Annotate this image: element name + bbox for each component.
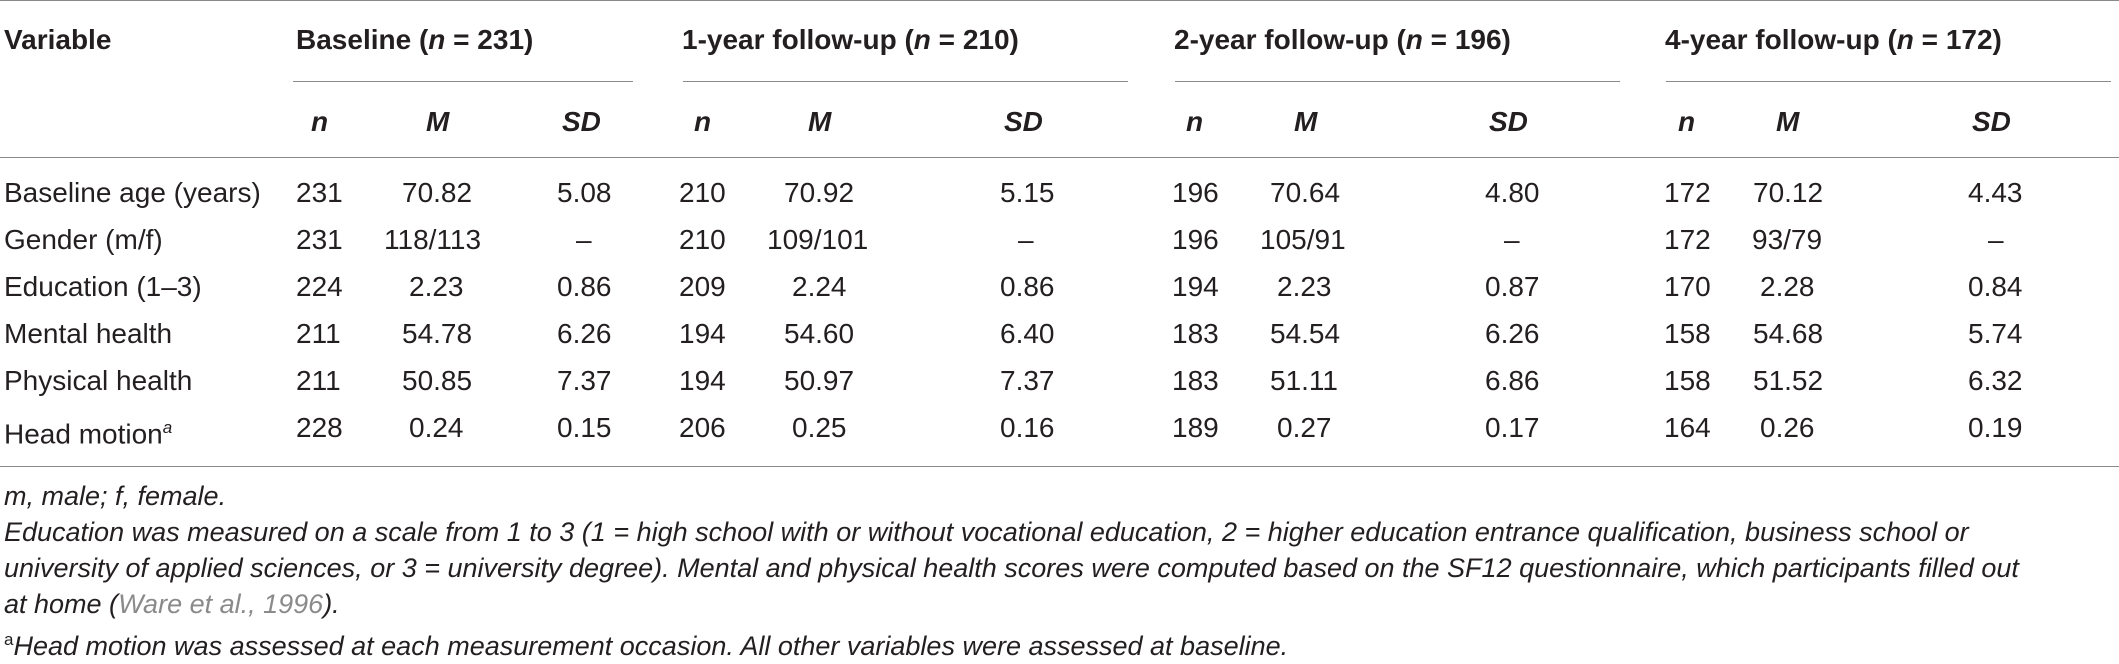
- footnote-abbreviations: m, male; f, female.: [4, 481, 227, 511]
- cell-m-baseline: 0.24: [409, 412, 464, 443]
- cell-m-1yr: 109/101: [767, 224, 869, 255]
- footnote-marker: a: [162, 418, 173, 437]
- header-variable: Variable: [4, 24, 112, 55]
- cell-n-4yr: 164: [1664, 412, 1711, 443]
- cell-m-4yr: 93/79: [1752, 224, 1823, 255]
- cell-sd-1yr: 6.40: [1000, 318, 1055, 349]
- cell-n-baseline: 228: [296, 412, 343, 443]
- cell-sd-2yr: 4.80: [1485, 177, 1540, 208]
- cell-m-1yr: 0.25: [792, 412, 847, 443]
- header-group-2yr: 2-year follow-up (n = 196): [1174, 24, 1511, 55]
- cell-sd-4yr: 0.19: [1968, 412, 2023, 443]
- subheader-sd-1yr: SD: [1004, 106, 1043, 137]
- cell-sd-2yr: –: [1504, 224, 1520, 255]
- cell-sd-4yr: 6.32: [1968, 365, 2023, 396]
- cell-m-1yr: 2.24: [792, 271, 847, 302]
- cell-m-2yr: 2.23: [1277, 271, 1332, 302]
- subheader-n-2yr: n: [1186, 106, 1204, 137]
- cell-m-1yr: 70.92: [784, 177, 855, 208]
- cell-sd-4yr: 5.74: [1968, 318, 2023, 349]
- table-footnotes: [4, 478, 2116, 664]
- cell-sd-1yr: 0.16: [1000, 412, 1055, 443]
- subheader-sd-baseline: SD: [562, 106, 601, 137]
- subheader-m-2yr: M: [1294, 106, 1318, 137]
- cell-n-2yr: 194: [1172, 271, 1219, 302]
- cell-n-baseline: 231: [296, 177, 343, 208]
- cell-n-4yr: 158: [1664, 365, 1711, 396]
- cell-n-1yr: 194: [679, 365, 726, 396]
- cell-sd-2yr: 0.87: [1485, 271, 1540, 302]
- cell-n-1yr: 194: [679, 318, 726, 349]
- footnote-education-line-2: university of applied sciences, or 3 = university degree). Mental and physical health scores were computed based on the SF12 questionnaire, which participants filled out: [4, 553, 2019, 583]
- cell-n-2yr: 183: [1172, 318, 1219, 349]
- cell-sd-1yr: 5.15: [1000, 177, 1055, 208]
- row-label: Physical health: [4, 365, 193, 396]
- footnote-education-line-3: at home (Ware et al., 1996).: [4, 589, 340, 619]
- subheader-m-4yr: M: [1776, 106, 1800, 137]
- cell-m-2yr: 51.11: [1270, 365, 1338, 396]
- cell-m-2yr: 54.54: [1270, 318, 1341, 349]
- subheader-n-1yr: n: [694, 106, 712, 137]
- group-rule-baseline: [293, 81, 633, 82]
- cell-sd-baseline: 7.37: [557, 365, 612, 396]
- cell-sd-2yr: 6.26: [1485, 318, 1540, 349]
- cell-n-baseline: 224: [296, 271, 343, 302]
- cell-n-baseline: 211: [296, 365, 341, 396]
- cell-sd-baseline: 0.15: [557, 412, 612, 443]
- cell-sd-baseline: 6.26: [557, 318, 612, 349]
- top-rule: [0, 0, 2119, 1]
- group-rule-4yr: [1666, 81, 2111, 82]
- cell-n-4yr: 172: [1664, 177, 1711, 208]
- cell-m-baseline: 2.23: [409, 271, 464, 302]
- cell-n-baseline: 211: [296, 318, 341, 349]
- cell-n-1yr: 206: [679, 412, 726, 443]
- footnote-education-line-1: Education was measured on a scale from 1 to 3 (1 = high school with or without vocational education, 2 = higher education entrance qualification, business school or: [4, 517, 1969, 547]
- cell-n-2yr: 183: [1172, 365, 1219, 396]
- cell-n-1yr: 210: [679, 177, 726, 208]
- cell-m-baseline: 118/113: [384, 224, 482, 255]
- cell-m-2yr: 105/91: [1260, 224, 1346, 255]
- cell-n-4yr: 158: [1664, 318, 1711, 349]
- cell-n-4yr: 172: [1664, 224, 1711, 255]
- cell-n-1yr: 210: [679, 224, 726, 255]
- cell-m-1yr: 54.60: [784, 318, 855, 349]
- bottom-rule: [0, 466, 2119, 467]
- subheader-n-baseline: n: [311, 106, 329, 137]
- cell-m-2yr: 0.27: [1277, 412, 1332, 443]
- header-rule: [0, 157, 2119, 158]
- row-label: Gender (m/f): [4, 224, 163, 255]
- row-label: Mental health: [4, 318, 173, 349]
- subheader-m-1yr: M: [808, 106, 832, 137]
- cell-n-2yr: 196: [1172, 177, 1219, 208]
- cell-sd-1yr: –: [1018, 224, 1034, 255]
- cell-m-2yr: 70.64: [1270, 177, 1341, 208]
- cell-n-2yr: 189: [1172, 412, 1219, 443]
- cell-m-baseline: 70.82: [402, 177, 473, 208]
- cell-n-baseline: 231: [296, 224, 343, 255]
- subheader-n-4yr: n: [1678, 106, 1696, 137]
- cell-m-4yr: 54.68: [1753, 318, 1824, 349]
- row-label: Head motion$^a$: [4, 418, 173, 450]
- cell-m-4yr: 0.26: [1760, 412, 1815, 443]
- footnote-head-motion: $^a$Head motion was assessed at each measurement occasion. All other variables were assessed at baseline.: [4, 630, 1289, 661]
- cell-sd-2yr: 6.86: [1485, 365, 1540, 396]
- header-group-1yr: 1-year follow-up (n = 210): [682, 24, 1019, 55]
- cell-m-4yr: 2.28: [1760, 271, 1815, 302]
- group-rule-1yr: [683, 81, 1128, 82]
- subheader-m-baseline: M: [426, 106, 450, 137]
- cell-sd-4yr: 4.43: [1968, 177, 2023, 208]
- cell-m-baseline: 54.78: [402, 318, 473, 349]
- header-group-baseline: Baseline (n = 231): [296, 24, 534, 55]
- footnote-marker: a: [4, 630, 14, 649]
- cell-sd-4yr: –: [1988, 224, 2004, 255]
- cell-sd-baseline: –: [576, 224, 592, 255]
- cell-m-baseline: 50.85: [402, 365, 473, 396]
- group-rule-2yr: [1175, 81, 1620, 82]
- row-label: Education (1–3): [4, 271, 202, 302]
- cell-n-1yr: 209: [679, 271, 726, 302]
- cell-m-4yr: 70.12: [1753, 177, 1824, 208]
- cell-m-1yr: 50.97: [784, 365, 855, 396]
- subheader-sd-4yr: SD: [1972, 106, 2011, 137]
- cell-sd-4yr: 0.84: [1968, 271, 2023, 302]
- cell-sd-baseline: 5.08: [557, 177, 612, 208]
- citation-link[interactable]: Ware et al., 1996: [118, 589, 324, 619]
- cell-sd-1yr: 7.37: [1000, 365, 1055, 396]
- cell-sd-1yr: 0.86: [1000, 271, 1055, 302]
- subheader-sd-2yr: SD: [1489, 106, 1528, 137]
- row-label: Baseline age (years): [4, 177, 261, 208]
- cell-n-2yr: 196: [1172, 224, 1219, 255]
- cell-m-4yr: 51.52: [1753, 365, 1824, 396]
- cell-sd-2yr: 0.17: [1485, 412, 1540, 443]
- cell-n-4yr: 170: [1664, 271, 1711, 302]
- header-group-4yr: 4-year follow-up (n = 172): [1665, 24, 2002, 55]
- cell-sd-baseline: 0.86: [557, 271, 612, 302]
